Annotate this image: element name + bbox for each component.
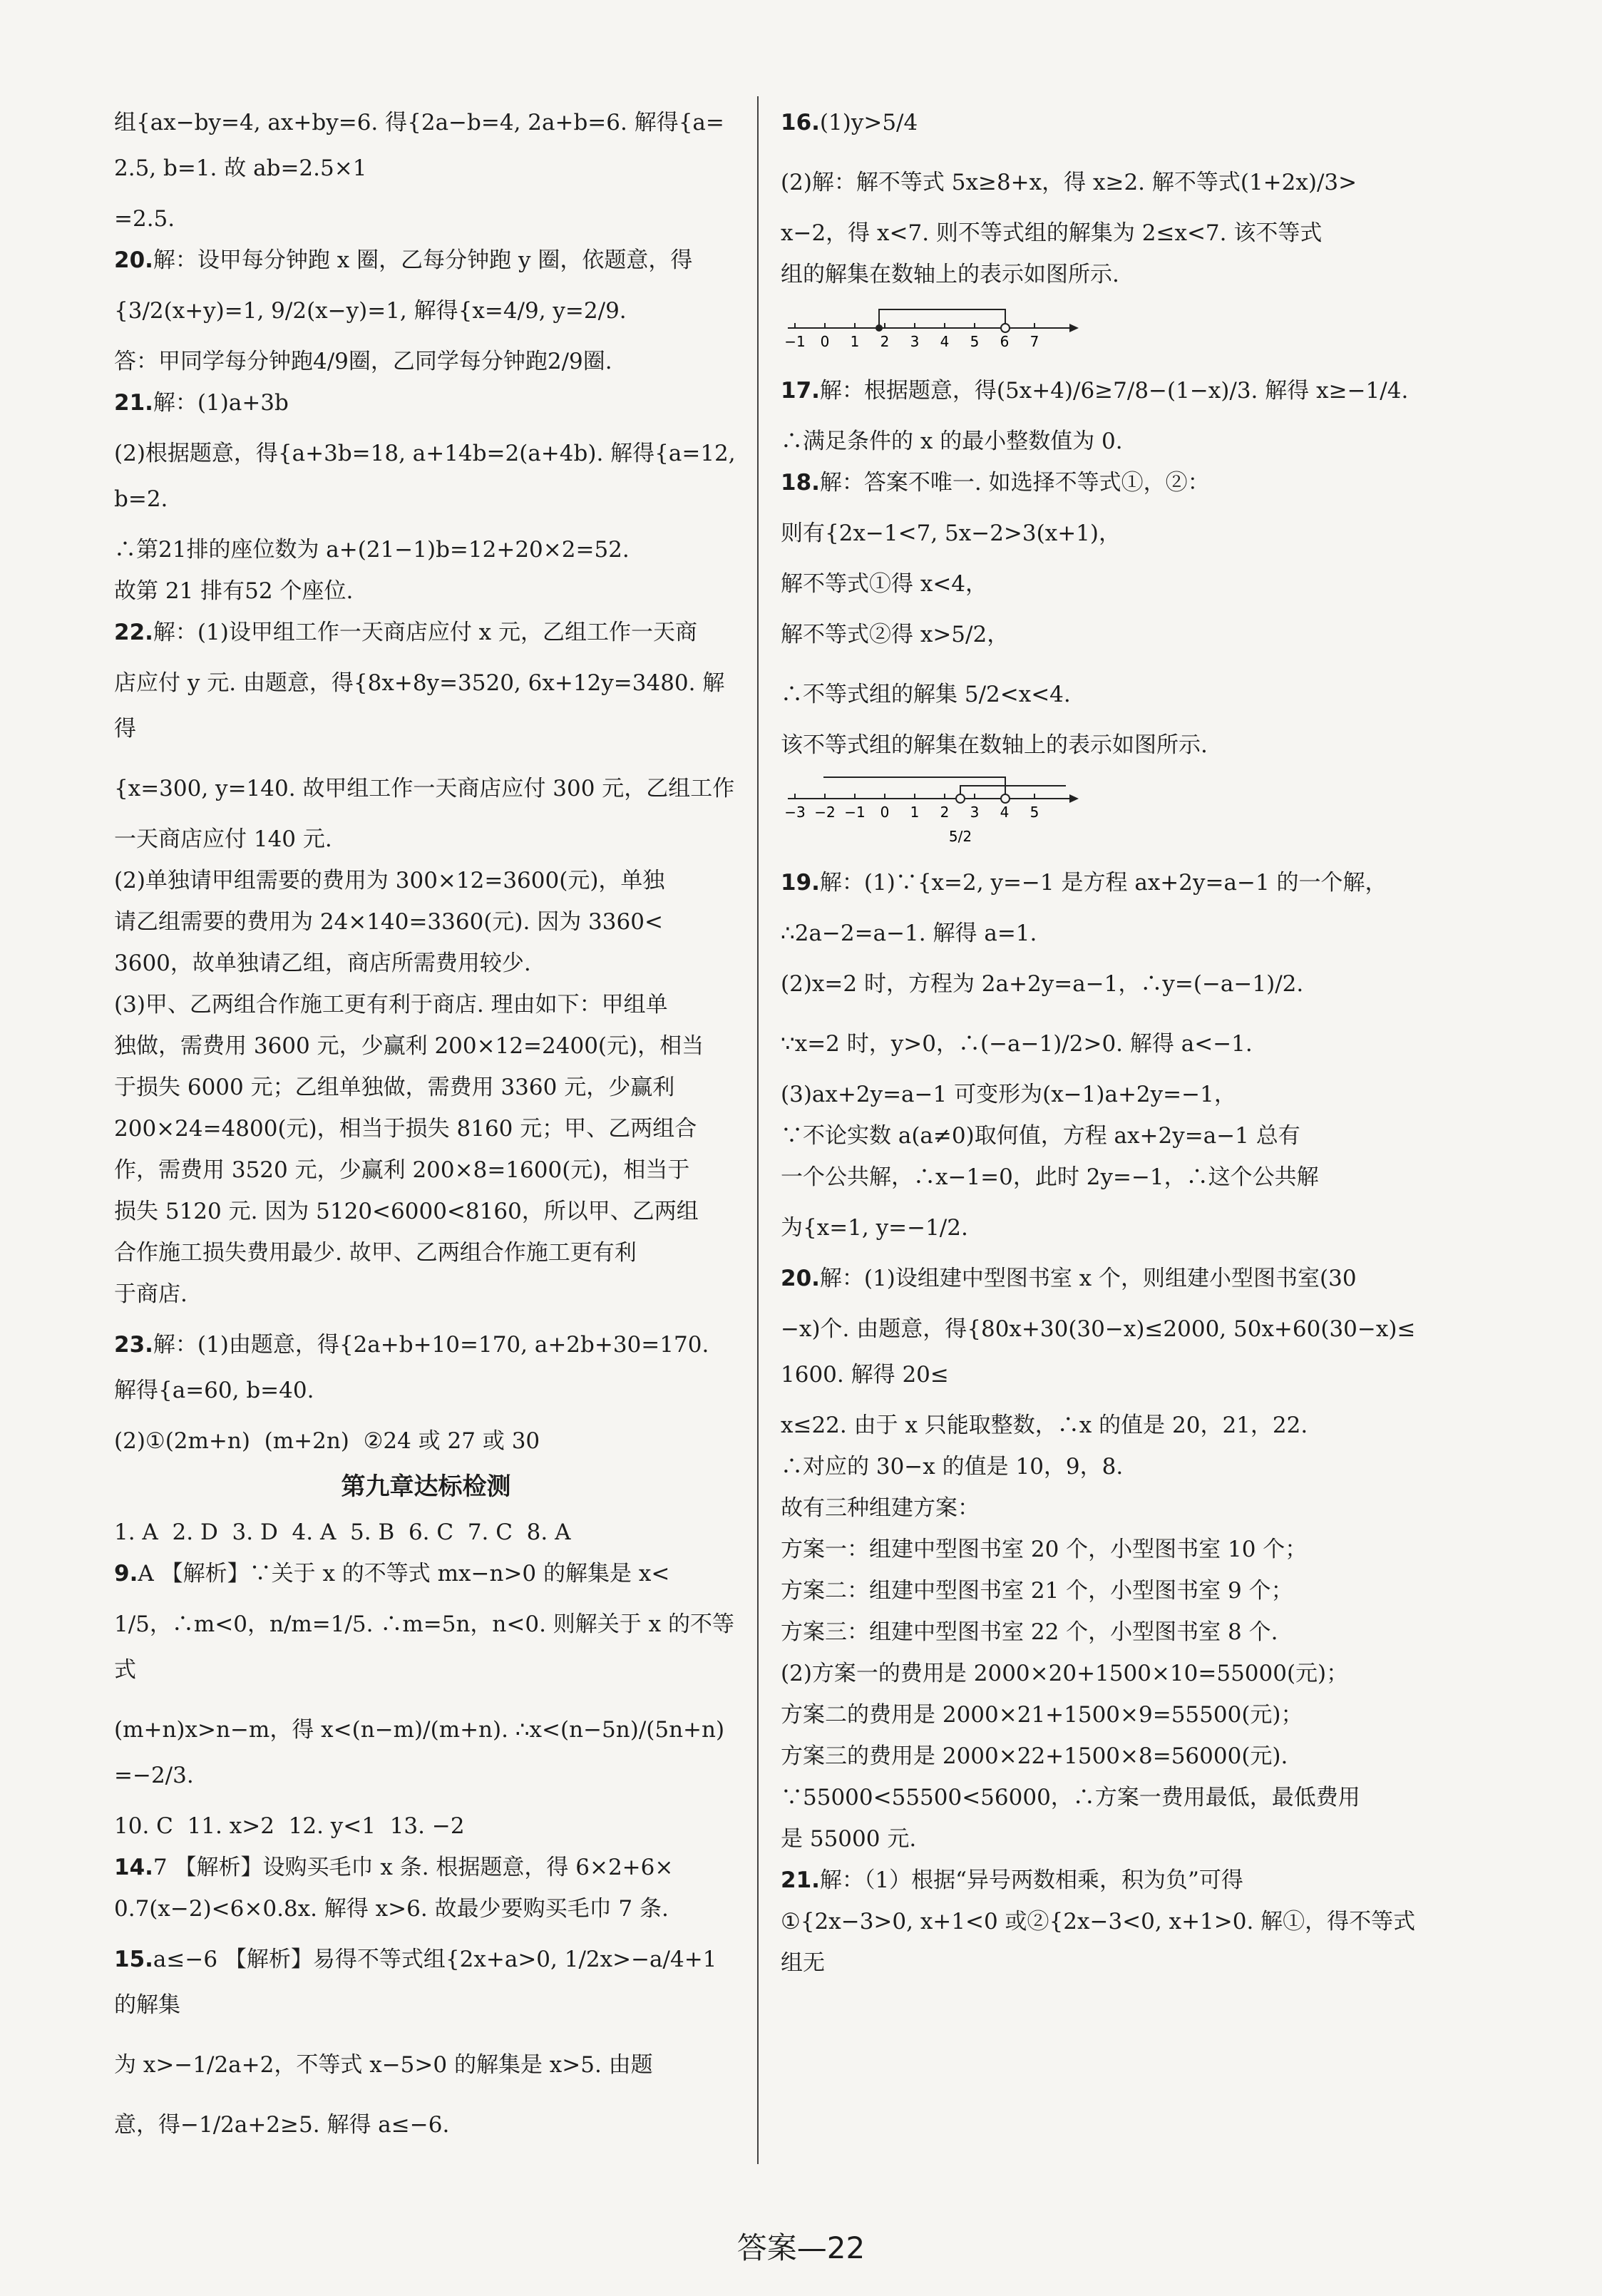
item-number: 16. xyxy=(781,110,820,135)
text-line xyxy=(114,2035,738,2095)
label-5-2: 5/2 xyxy=(948,828,972,845)
text-line xyxy=(114,1108,738,1149)
tick-label: 2 xyxy=(940,804,950,821)
line-text: 方案二：组建中型图书室 21 个，小型图书室 9 个； xyxy=(781,1578,1293,1604)
tick-label: 1 xyxy=(850,333,860,350)
line-text: 200×24=4800(元)，相当于损失 8160 元；甲、乙两组合 xyxy=(114,1116,697,1142)
text-line xyxy=(114,759,738,819)
line-text: 10. C 11. x>2 12. y<1 13. −2 xyxy=(114,1813,465,1839)
right-column xyxy=(781,93,1422,1984)
line-text: 答：甲同学每分钟跑4/9圈，乙同学每分钟跑2/9圈. xyxy=(114,349,612,374)
line-text: ∴对应的 30−x 的值是 10，9，8. xyxy=(781,1454,1124,1480)
tick-label: 7 xyxy=(1030,333,1039,350)
left-column xyxy=(114,93,743,2155)
page-footer: 答案—22 xyxy=(736,2230,866,2265)
line-text: ∵不论实数 a(a≠0)取何值，方程 ax+2y=a−1 总有 xyxy=(781,1123,1300,1149)
text-line xyxy=(114,281,738,341)
line-text: x−2，得 x<7. 则不等式组的解集为 2≤x<7. 该不等式 xyxy=(781,220,1323,246)
item-number: 14. xyxy=(114,1855,153,1880)
line-text: (1)y>5/4 xyxy=(819,110,918,135)
text-line xyxy=(781,212,1422,254)
line-text: 作，需费用 3520 元，少赢利 200×8=1600(元)，相当于 xyxy=(114,1157,690,1183)
line-text: 方案三的费用是 2000×22+1500×8=56000(元). xyxy=(781,1743,1288,1769)
item-number: 22. xyxy=(114,620,153,645)
text-line xyxy=(114,240,738,281)
line-text: (2)x=2 时，方程为 2a+2y=a−1，∴y=(−a−1)/2. xyxy=(781,971,1304,997)
line-text: ∵55000<55500<56000，∴方案一费用最低，最低费用 xyxy=(781,1785,1360,1810)
text-line xyxy=(781,1115,1422,1157)
line-text: x≤22. 由于 x 只能取整数，∴x 的值是 20，21，22. xyxy=(781,1413,1308,1438)
line-text: (3)甲、乙两组合作施工更有利于商店. 理由如下：甲组单 xyxy=(114,992,668,1018)
text-line xyxy=(114,382,738,424)
text-line xyxy=(114,1512,738,1553)
line-text: 则有{2x−1<7, 5x−2>3(x+1)， xyxy=(781,521,1121,546)
section-heading: 第九章达标检测 xyxy=(341,1472,511,1501)
open-dot-5-2 xyxy=(956,794,965,803)
text-line xyxy=(781,1860,1422,1901)
tick-label: −3 xyxy=(784,804,806,821)
text-line xyxy=(114,341,738,382)
text-line xyxy=(781,853,1422,913)
text-line xyxy=(781,1901,1422,1984)
text-line xyxy=(114,1191,738,1232)
item-number: 18. xyxy=(781,470,820,496)
line-text: 解：答案不唯一. 如选择不等式①，②： xyxy=(819,470,1210,496)
line-text: 方案一：组建中型图书室 20 个，小型图书室 10 个； xyxy=(781,1537,1308,1562)
item-number: 15. xyxy=(114,1947,153,1972)
line-text: 方案三：组建中型图书室 22 个，小型图书室 8 个. xyxy=(781,1619,1278,1645)
tick-label: −2 xyxy=(814,804,836,821)
text-line xyxy=(114,1594,738,1700)
text-line xyxy=(781,1157,1422,1198)
text-line xyxy=(781,254,1422,295)
left-block-b xyxy=(114,1512,738,2155)
item-number: 21. xyxy=(114,390,153,416)
text-line xyxy=(781,605,1422,665)
line-text: 解不等式②得 x>5/2， xyxy=(781,622,1010,647)
item-number: 9. xyxy=(114,1561,138,1587)
text-line xyxy=(781,1446,1422,1487)
number-line-2 xyxy=(781,770,1080,849)
text-line xyxy=(114,1273,738,1315)
line-text: 一个公共解，∴x−1=0，此时 2y=−1，∴这个公共解 xyxy=(781,1164,1319,1190)
column-divider xyxy=(757,96,759,2164)
text-line xyxy=(114,1149,738,1191)
line-text: 意，得−1/2a+2≥5. 解得 a≤−6. xyxy=(114,2112,450,2138)
tick-label: 2 xyxy=(880,333,890,350)
line-text: (2)①(2m+n) (m+2n) ②24 或 27 或 30 xyxy=(114,1428,540,1454)
text-line xyxy=(114,529,738,570)
text-line xyxy=(114,1847,738,1888)
text-line xyxy=(781,1777,1422,1818)
text-line xyxy=(781,954,1422,1014)
text-line xyxy=(781,1653,1422,1694)
line-text: 于商店. xyxy=(114,1281,188,1307)
text-line xyxy=(781,462,1422,503)
text-line xyxy=(114,612,738,653)
line-text: 于损失 6000 元；乙组单独做，需费用 3360 元，少赢利 xyxy=(114,1075,675,1100)
text-line xyxy=(781,563,1422,605)
line-text: {3/2(x+y)=1, 9/2(x−y)=1, 解得{x=4/9, y=2/9. xyxy=(114,298,627,324)
tick-label: 1 xyxy=(910,804,920,821)
line-text: 损失 5120 元. 因为 5120<6000<8160，所以甲、乙两组 xyxy=(114,1199,699,1224)
text-line xyxy=(781,1074,1422,1115)
text-line xyxy=(114,2095,738,2155)
text-line xyxy=(114,901,738,943)
text-line xyxy=(781,1405,1422,1446)
text-line xyxy=(114,984,738,1025)
text-line xyxy=(114,1888,738,1929)
text-line xyxy=(781,913,1422,954)
closed-dot-2 xyxy=(876,324,883,332)
text-line xyxy=(781,361,1422,421)
line-text: 一天商店应付 140 元. xyxy=(114,826,332,852)
line-text: (2)解：解不等式 5x≥8+x，得 x≥2. 解不等式(1+2x)/3> xyxy=(781,170,1357,195)
right-block-a xyxy=(781,93,1422,295)
text-line xyxy=(781,93,1422,153)
text-line xyxy=(781,1736,1422,1777)
open-dot-4 xyxy=(1001,794,1010,803)
tick-label: 5 xyxy=(970,333,980,350)
text-line xyxy=(781,665,1422,724)
line-text: 1/5，∴m<0，n/m=1/5. ∴m=5n，n<0. 则解关于 x 的不等式 xyxy=(114,1611,734,1683)
line-text: 7 【解析】设购买毛巾 x 条. 根据题意，得 6×2+6× xyxy=(153,1855,674,1880)
tick-label: 6 xyxy=(1000,333,1010,350)
text-line xyxy=(114,653,738,759)
line-text: a≤−6 【解析】易得不等式组{2x+a>0, 1/2x>−a/4+1 的解集 xyxy=(114,1947,724,2018)
text-line xyxy=(781,724,1422,766)
text-line xyxy=(781,421,1422,462)
text-line xyxy=(114,819,738,860)
line-text: (3)ax+2y=a−1 可变形为(x−1)a+2y=−1， xyxy=(781,1082,1236,1107)
left-block-a xyxy=(114,93,743,1462)
line-text: −x)个. 由题意，得{80x+30(30−x)≤2000, 50x+60(30−x)≤1600. 解得 20≤ xyxy=(781,1316,1416,1388)
text-line xyxy=(114,1025,738,1067)
text-line xyxy=(114,1700,738,1805)
line-text: 故有三种组建方案： xyxy=(781,1495,980,1521)
line-text: 店应付 y 元. 由题意，得{8x+8y=3520, 6x+12y=3480. 解得 xyxy=(114,670,725,742)
line-text: ①{2x−3>0, x+1<0 或②{2x−3<0, x+1>0. 解①，得不等式组无 xyxy=(781,1909,1416,1976)
solution-bracket-1 xyxy=(879,309,1005,328)
number-line-1 xyxy=(781,299,1080,357)
tick-label: 5 xyxy=(1030,804,1039,821)
line-text: 合作施工损失费用最少. 故甲、乙两组合作施工更有利 xyxy=(114,1240,637,1266)
text-line xyxy=(781,1529,1422,1570)
tick-label: 4 xyxy=(1000,804,1010,821)
text-line xyxy=(114,570,738,612)
text-line xyxy=(114,1067,738,1108)
item-number: 20. xyxy=(114,247,153,273)
text-line xyxy=(781,1487,1422,1529)
line-text: ∴不等式组的解集 5/2<x<4. xyxy=(781,682,1071,707)
line-text: 解：(1)∵{x=2, y=−1 是方程 ax+2y=a−1 的一个解， xyxy=(819,870,1387,896)
bracket-x-greater-5-2 xyxy=(960,786,1066,799)
number-line-1-arrow xyxy=(1069,324,1079,332)
open-dot-7 xyxy=(1001,324,1010,332)
item-number: 23. xyxy=(114,1332,153,1358)
line-text: (2)方案一的费用是 2000×20+1500×10=55000(元)； xyxy=(781,1661,1349,1686)
text-line xyxy=(781,1694,1422,1736)
text-line xyxy=(781,1299,1422,1405)
line-text: 解：设甲每分钟跑 x 圈，乙每分钟跑 y 圈，依题意，得 xyxy=(153,247,693,273)
line-text: 3600，故单独请乙组，商店所需费用较少. xyxy=(114,950,531,976)
tick-label: 3 xyxy=(970,804,980,821)
text-line xyxy=(781,1818,1422,1860)
text-line xyxy=(114,93,738,198)
text-line xyxy=(781,1258,1422,1299)
item-number: 21. xyxy=(781,1867,820,1893)
line-text: 为 x>−1/2a+2，不等式 x−5>0 的解集是 x>5. 由题 xyxy=(114,2052,653,2078)
line-text: 是 55000 元. xyxy=(781,1826,917,1852)
number-line-2-arrow xyxy=(1069,794,1079,803)
right-block-c xyxy=(781,853,1422,1984)
text-line xyxy=(781,153,1422,212)
line-text: ∵x=2 时，y>0，∴(−a−1)/2>0. 解得 a<−1. xyxy=(781,1031,1253,1057)
text-line xyxy=(114,1315,738,1420)
line-text: 方案二的费用是 2000×21+1500×9=55500(元)； xyxy=(781,1702,1303,1728)
line-text: {x=300, y=140. 故甲组工作一天商店应付 300 元，乙组工作 xyxy=(114,776,735,801)
item-number: 17. xyxy=(781,378,820,404)
tick-label: −1 xyxy=(784,333,806,350)
text-line xyxy=(781,1198,1422,1258)
line-text: ∴2a−2=a−1. 解得 a=1. xyxy=(781,921,1037,946)
line-text: 解：（1）根据“异号两数相乘，积为负”可得 xyxy=(819,1867,1243,1893)
line-text: 组的解集在数轴上的表示如图所示. xyxy=(781,262,1119,287)
text-line xyxy=(114,1553,738,1594)
text-line xyxy=(781,1570,1422,1611)
item-number: 19. xyxy=(781,870,820,896)
item-number: 20. xyxy=(781,1266,820,1291)
line-text: 该不等式组的解集在数轴上的表示如图所示. xyxy=(781,732,1208,758)
text-line xyxy=(114,1232,738,1273)
tick-label: 3 xyxy=(910,333,920,350)
line-text: 请乙组需要的费用为 24×140=3360(元). 因为 3360< xyxy=(114,909,663,935)
text-line xyxy=(781,1014,1422,1074)
line-text: (2)根据题意，得{a+3b=18, a+14b=2(a+4b). 解得{a=12, b=2. xyxy=(114,441,743,512)
text-line xyxy=(781,1611,1422,1653)
line-text: 为{x=1, y=−1/2. xyxy=(781,1215,968,1241)
tick-label: 0 xyxy=(820,333,830,350)
right-block-b xyxy=(781,361,1422,766)
line-text: (m+n)x>n−m，得 x<(n−m)/(m+n). ∴x<(n−5n)/(5n+n)=−2/3. xyxy=(114,1717,725,1788)
text-line xyxy=(114,1929,738,2035)
line-text: 组{ax−by=4, ax+by=6. 得{2a−b=4, 2a+b=6. 解得{a=2.5, b=1. 故 ab=2.5×1 xyxy=(114,110,724,181)
text-line xyxy=(114,860,738,901)
line-text: ∴满足条件的 x 的最小整数值为 0. xyxy=(781,429,1123,454)
text-line xyxy=(114,1805,738,1847)
text-line xyxy=(114,424,743,529)
line-text: 解：(1)设组建中型图书室 x 个，则组建小型图书室(30 xyxy=(819,1266,1357,1291)
line-text: 解不等式①得 x<4， xyxy=(781,571,988,597)
tick-label: −1 xyxy=(844,804,866,821)
text-line xyxy=(114,198,738,240)
line-text: 0.7(x−2)<6×0.8x. 解得 x>6. 故最少要购买毛巾 7 条. xyxy=(114,1896,669,1922)
line-text: 1. A 2. D 3. D 4. A 5. B 6. C 7. C 8. A xyxy=(114,1519,571,1545)
line-text: (2)单独请甲组需要的费用为 300×12=3600(元)，单独 xyxy=(114,868,665,893)
tick-label: 0 xyxy=(880,804,890,821)
line-text: 解：(1)a+3b xyxy=(153,390,289,416)
line-text: 独做，需费用 3600 元，少赢利 200×12=2400(元)，相当 xyxy=(114,1033,704,1059)
line-text: 解：(1)设甲组工作一天商店应付 x 元，乙组工作一天商 xyxy=(153,620,698,645)
line-text: 故第 21 排有52 个座位. xyxy=(114,578,354,604)
tick-label: 4 xyxy=(940,333,950,350)
line-text: A 【解析】∵关于 x 的不等式 mx−n>0 的解集是 x< xyxy=(138,1561,670,1587)
line-text: ∴第21排的座位数为 a+(21−1)b=12+20×2=52. xyxy=(114,537,630,563)
line-text: =2.5. xyxy=(114,206,175,232)
text-line xyxy=(114,1420,738,1462)
line-text: 解：根据题意，得(5x+4)/6≥7/8−(1−x)/3. 解得 x≥−1/4. xyxy=(819,378,1409,404)
line-text: 解：(1)由题意，得{2a+b+10=170, a+2b+30=170. 解得{a=60, b=40. xyxy=(114,1332,717,1403)
text-line xyxy=(114,943,738,984)
text-line xyxy=(781,503,1422,563)
